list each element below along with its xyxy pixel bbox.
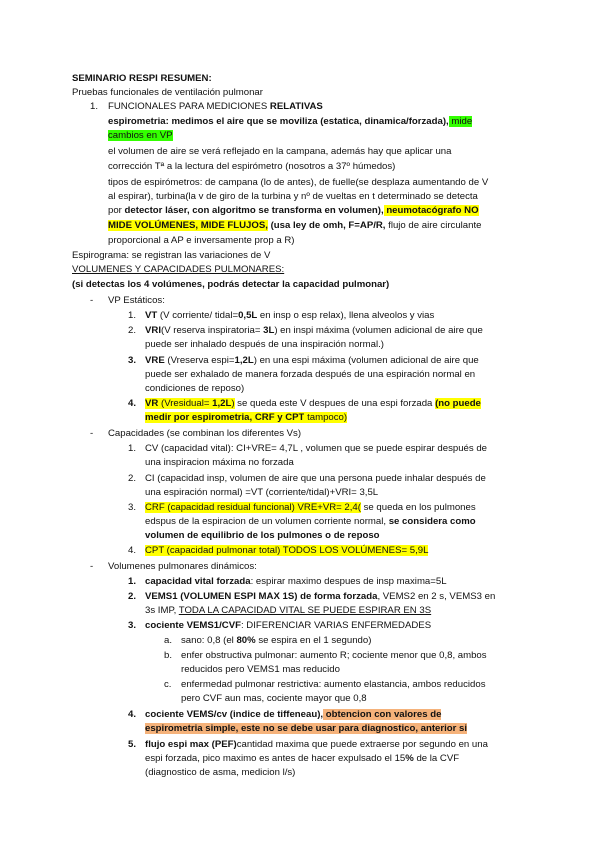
list-letter: b. [164,650,173,661]
highlight-yellow: CPT (capacidad pulmonar total) TODOS LOS VOLÚMENES= 5,9L [145,545,429,556]
doc-subtitle: Pruebas funcionales de ventilación pulmonar [72,87,263,98]
text-span: , VEMS2 en 2 s, VEMS3 en [377,591,496,602]
list-item-tiffeneau [145,708,441,723]
paragraph-line [145,515,476,530]
list-item-crf [145,501,476,516]
list-number: 4. [128,398,137,409]
dash-bullet: - [90,295,94,306]
text-span: de la CVF [413,753,460,764]
text-span: (Vreserva espi= [164,355,235,366]
highlight-yellow: (no puede [435,398,481,409]
text-span: espi forzada, pico maximo es antes de hacer expulsado el 15 [145,753,406,764]
highlight-yellow: CRF (capacidad residual funcional) VRE+VR= 2,4( [145,502,361,513]
sublist-item [181,634,371,649]
paragraph-line: CI (capacidad insp, volumen de aire que una persona puede inhalar después de [145,473,486,484]
list-number: 3. [128,502,137,513]
list-number: 3. [128,620,137,631]
text-span: se espira en el 1 segundo) [255,635,372,646]
espirograma-line: Espirograma: se registran las variaciones de V [72,250,271,261]
bold-span: VRI [145,325,161,336]
underlined-span: TODA LA CAPACIDAD VITAL SE PUEDE ESPIRAR EN 3S [178,605,432,616]
text-span: : espirar maximo despues de insp maxima=5L [250,576,447,587]
highlight-orange: obtencion con valores de [323,709,442,720]
subsection-label: Volumenes pulmonares dinámicos: [108,561,257,572]
paragraph-line: enfer obstructiva pulmonar: aumento R; cociente menor que 0,8, ambos [181,650,487,661]
bold-span: flujo espi max (PEF) [145,739,237,750]
bold-span: cociente VEMS1/CVF [145,620,241,631]
bold-span: (usa ley de omh, F=AP/R, [267,220,386,231]
paragraph-line: puede ser inhalado después de una inspiración normal.) [145,339,384,350]
heading-text: FUNCIONALES PARA MEDICIONES [108,101,270,112]
highlight-green: cambios en VP [108,130,173,141]
paragraph-line: corrección Tª a la lectura del espirómetro (nosotros a 37º húmedos) [108,161,396,172]
paragraph-line: reducidos pero VEMS1 mas reducido [181,664,340,675]
list-item-vems1 [145,590,495,605]
text-span: en insp o esp relax), llena alveolos y vias [257,310,435,321]
paragraph-line: una inspiracion máxima no forzada [145,457,294,468]
subsection-label: VP Estáticos: [108,295,165,306]
section-heading [108,100,323,115]
bold-span: 80% [236,635,256,646]
list-number: 4. [128,545,137,556]
heading-bold: RELATIVAS [269,101,323,112]
text-span: se queda en los pulmones [360,502,476,513]
list-item-cociente [145,619,431,634]
highlight-yellow: , CRF y CPT [249,412,305,423]
doc-title: SEMINARIO RESPI RESUMEN: [72,73,212,84]
bold-span: detector láser, con algoritmo se transforma en volumen), [124,205,384,216]
espirometria-line [108,115,472,130]
highlight-yellow: neumotacógrafo NO [383,205,479,216]
paragraph-line: el volumen de aire se verá reflejado en la campana, además hay que aplicar una [108,146,452,157]
paragraph-line [145,752,459,767]
list-number: 2. [128,325,137,336]
paragraph-line: (diagnostico de asma, medicion l/s) [145,767,296,778]
list-item-vt [145,309,434,324]
text-span: edspus de la espiracion de un volumen corriente normal, [145,516,389,527]
list-number: 3. [128,355,137,366]
paragraph-line: volumen de equilibrio de los pulmones o de reposo [145,530,380,541]
highlight-yellow: tampoco) [304,412,348,423]
highlight-orange: espirometria simple, este no se debe usar para diagnostico, anterior si [145,723,468,734]
list-letter: c. [164,679,172,690]
dash-bullet: - [90,428,94,439]
text-span: (V corriente/ tidal= [157,310,239,321]
text-span: se queda este V despues de una espi forzada [234,398,436,409]
paragraph-line [145,604,431,619]
list-item-vri [145,324,483,339]
section-title-underlined: VOLUMENES Y CAPACIDADES PULMONARES: [72,264,285,275]
text-span: ) [231,398,235,409]
text-span: (Vresidual= [158,398,213,409]
paragraph-line: proporcional a AP e inversamente prop a R) [108,235,295,246]
paragraph-line [145,411,347,426]
paragraph-line: CV (capacidad vital): CI+VRE= 4,7L , volumen que se puede espirar después de [145,443,488,454]
list-number: 4. [128,709,137,720]
list-item-cpt [145,544,428,559]
list-number: 2. [128,591,137,602]
list-number: 1. [128,443,137,454]
bold-span: capacidad vital forzada [145,576,251,587]
espirometria-def: espirometria: medimos el aire que se moviliza (estatica, dinamica/forzada), [108,116,449,127]
text-span: 3s IMP, [145,605,179,616]
dash-bullet: - [90,561,94,572]
note-bold: (si detectas los 4 volúmenes, podrás detectar la capacidad pulmonar) [72,279,390,290]
text-span: sano: 0,8 (el [181,635,237,646]
bold-span: 0,5L [238,310,258,321]
highlight-yellow: medir por espirometria [145,412,250,423]
text-span: flujo de aire circulante [385,220,482,231]
subsection-label: Capacidades (se combinan los diferentes Vs) [108,428,302,439]
list-item-vr [145,397,481,412]
list-item-vre [145,354,479,369]
bold-span: VEMS1 (VOLUMEN ESPI MAX 1S) de forma forzada [145,591,378,602]
paragraph-line: condiciones de reposo) [145,383,245,394]
list-item-pef [145,738,488,753]
bold-span: se considera como [388,516,476,527]
highlight-green: mide [448,116,473,127]
text-span: ) en inspi máxima (volumen adicional de aire que [274,325,483,336]
espirometria-line2 [108,129,173,144]
paragraph-line: al espirar), turbina(la v de giro de la turbina y nº de vueltas en t determinado se detecta [108,191,478,202]
bold-span: 1,2L [234,355,254,366]
list-number: 5. [128,739,137,750]
bold-span: VT [145,310,158,321]
list-item-cvf [145,575,447,590]
paragraph-line [108,219,481,234]
bold-span: VR [145,398,159,409]
bold-span: 3L [263,325,275,336]
list-number: 1. [128,310,137,321]
text-span: : DIFERENCIAR VARIAS ENFERMEDADES [240,620,432,631]
paragraph-line: pero CVF aun mas, cociente mayor que 0,8 [181,693,367,704]
list-number: 2. [128,473,137,484]
text-span: ) en una espi máxima (volumen adicional de aire que [253,355,479,366]
list-number: 1. [128,576,137,587]
bold-span: 1,2L [212,398,232,409]
paragraph-line: enfermedad pulmonar restrictiva: aumento elastancia, ambos reducidos [181,679,486,690]
bold-span: cociente VEMS/cv (indice de tiffeneau), [145,709,324,720]
paragraph-line: puede ser exhalado de manera forzada después de una espiración normal en [145,369,476,380]
text-span: por [108,205,125,216]
bold-span: VRE [145,355,165,366]
paragraph-line [108,204,479,219]
text-span: (V reserva inspiratoria= [161,325,264,336]
text-span: cantidad maxima que puede extraerse por segundo en una [236,739,488,750]
highlight-yellow: MIDE VOLÚMENES, MIDE FLUJOS, [108,220,268,231]
bold-span: % [405,753,414,764]
list-number: 1. [90,101,99,112]
paragraph-line: tipos de espirómetros: de campana (lo de antes), de fuelle(se desplaza aumentando de V [108,177,489,188]
paragraph-line: una espiración normal) =VT (corriente/tidal)+VRI= 3,5L [145,487,379,498]
paragraph-line [145,722,467,737]
list-letter: a. [164,635,173,646]
